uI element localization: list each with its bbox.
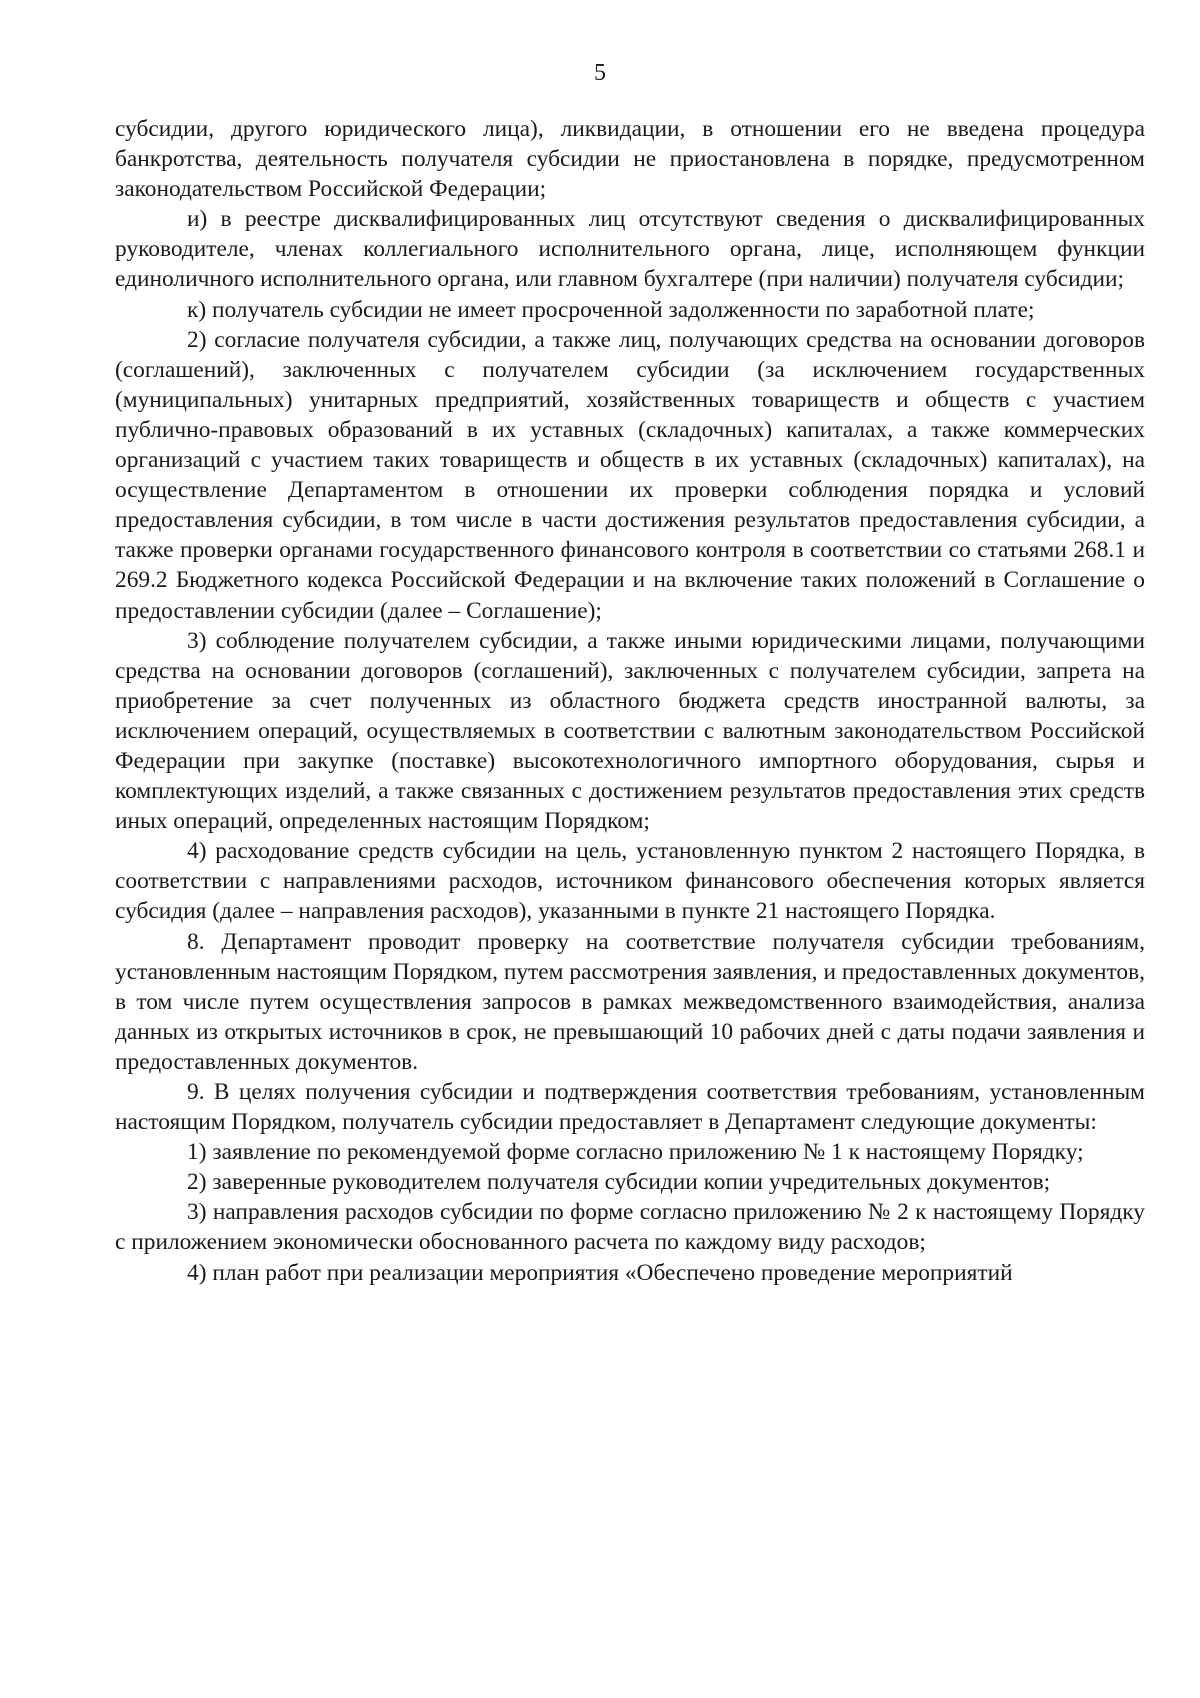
paragraph-section-9: 9. В целях получения субсидии и подтверждения соответствия требованиям, установленным настоящим Порядком, получатель субсидии предоставляет в Департамент следующие документы: (115, 1079, 1145, 1136)
paragraph-doc-4: 4) план работ при реализации мероприятия «Обеспечено проведение мероприятий (187, 1259, 1013, 1286)
paragraph-section-8: 8. Департамент проводит проверку на соответствие получателя субсидии требованиям, установленным настоящим Порядком, путем рассмотрения заявления, и предоставленных документов, в том числе путем осуществления запросов в рамках межведомственного взаимодействия, анализа данных из открытых источников в срок, не превышающий 10 рабочих дней с даты подачи заявления и предоставленных документов. (115, 928, 1145, 1075)
paragraph-item-k: к) получатель субсидии не имеет просроченной задолженности по заработной плате; (187, 296, 1035, 323)
paragraph-item-3: 3) соблюдение получателем субсидии, а также иными юридическими лицами, получающими средства на основании договоров (соглашений), заключенных с получателем субсидии, запрета на приобретение за счет полученных из областного бюджета средств иностранной валюты, за исключением операций, осуществляемых в соответствии с валютным законодательством Российской Федерации при закупке (поставке) высокотехнологичного импортного оборудования, сырья и комплектующих изделий, а также связанных с достижением результатов предоставления этих средств иных операций, определенных настоящим Порядком; (115, 627, 1145, 835)
paragraph-doc-1: 1) заявление по рекомендуемой форме согласно приложению № 1 к настоящему Порядку; (187, 1139, 1084, 1166)
document-body (115, 114, 1145, 1288)
paragraph-item-4: 4) расходование средств субсидии на цель, установленную пунктом 2 настоящего Порядка, в соответствии с направлениями расходов, источником финансового обеспечения которых является субсидия (далее – направления расходов), указанными в пункте 21 настоящего Порядка. (115, 838, 1145, 925)
paragraph-doc-3: 3) направления расходов субсидии по форме согласно приложению № 2 к настоящему Порядку с приложением экономически обоснованного расчета по каждому виду расходов; (115, 1199, 1145, 1256)
page-number: 5 (594, 60, 606, 86)
paragraph-item-i: и) в реестре дисквалифицированных лиц отсутствуют сведения о дисквалифицированных руководителе, членах коллегиального исполнительного органа, лице, исполняющем функции единоличного исполнительного органа, или главном бухгалтере (при наличии) получателя субсидии; (115, 206, 1145, 293)
paragraph-continuation: субсидии, другого юридического лица), ликвидации, в отношении его не введена процедура банкротства, деятельность получателя субсидии не приостановлена в порядке, предусмотренном законодательством Российской Федерации; (115, 116, 1145, 203)
paragraph-item-2: 2) согласие получателя субсидии, а также лиц, получающих средства на основании договоров (соглашений), заключенных с получателем субсидии (за исключением государственных (муниципальных) унитарных предприятий, хозяйственных товариществ и обществ с участием публично-правовых образований в их уставных (складочных) капиталах, а также коммерческих организаций с участием таких товариществ и обществ в их уставных (складочных) капиталах), на осуществление Департаментом в отношении их проверки соблюдения порядка и условий предоставления субсидии, в том числе в части достижения результатов предоставления субсидии, а также проверки органами государственного финансового контроля в соответствии со статьями 268.1 и 269.2 Бюджетного кодекса Российской Федерации и на включение таких положений в Соглашение о предоставлении субсидии (далее – Соглашение); (115, 326, 1145, 624)
paragraph-doc-2: 2) заверенные руководителем получателя субсидии копии учредительных документов; (187, 1169, 1051, 1196)
